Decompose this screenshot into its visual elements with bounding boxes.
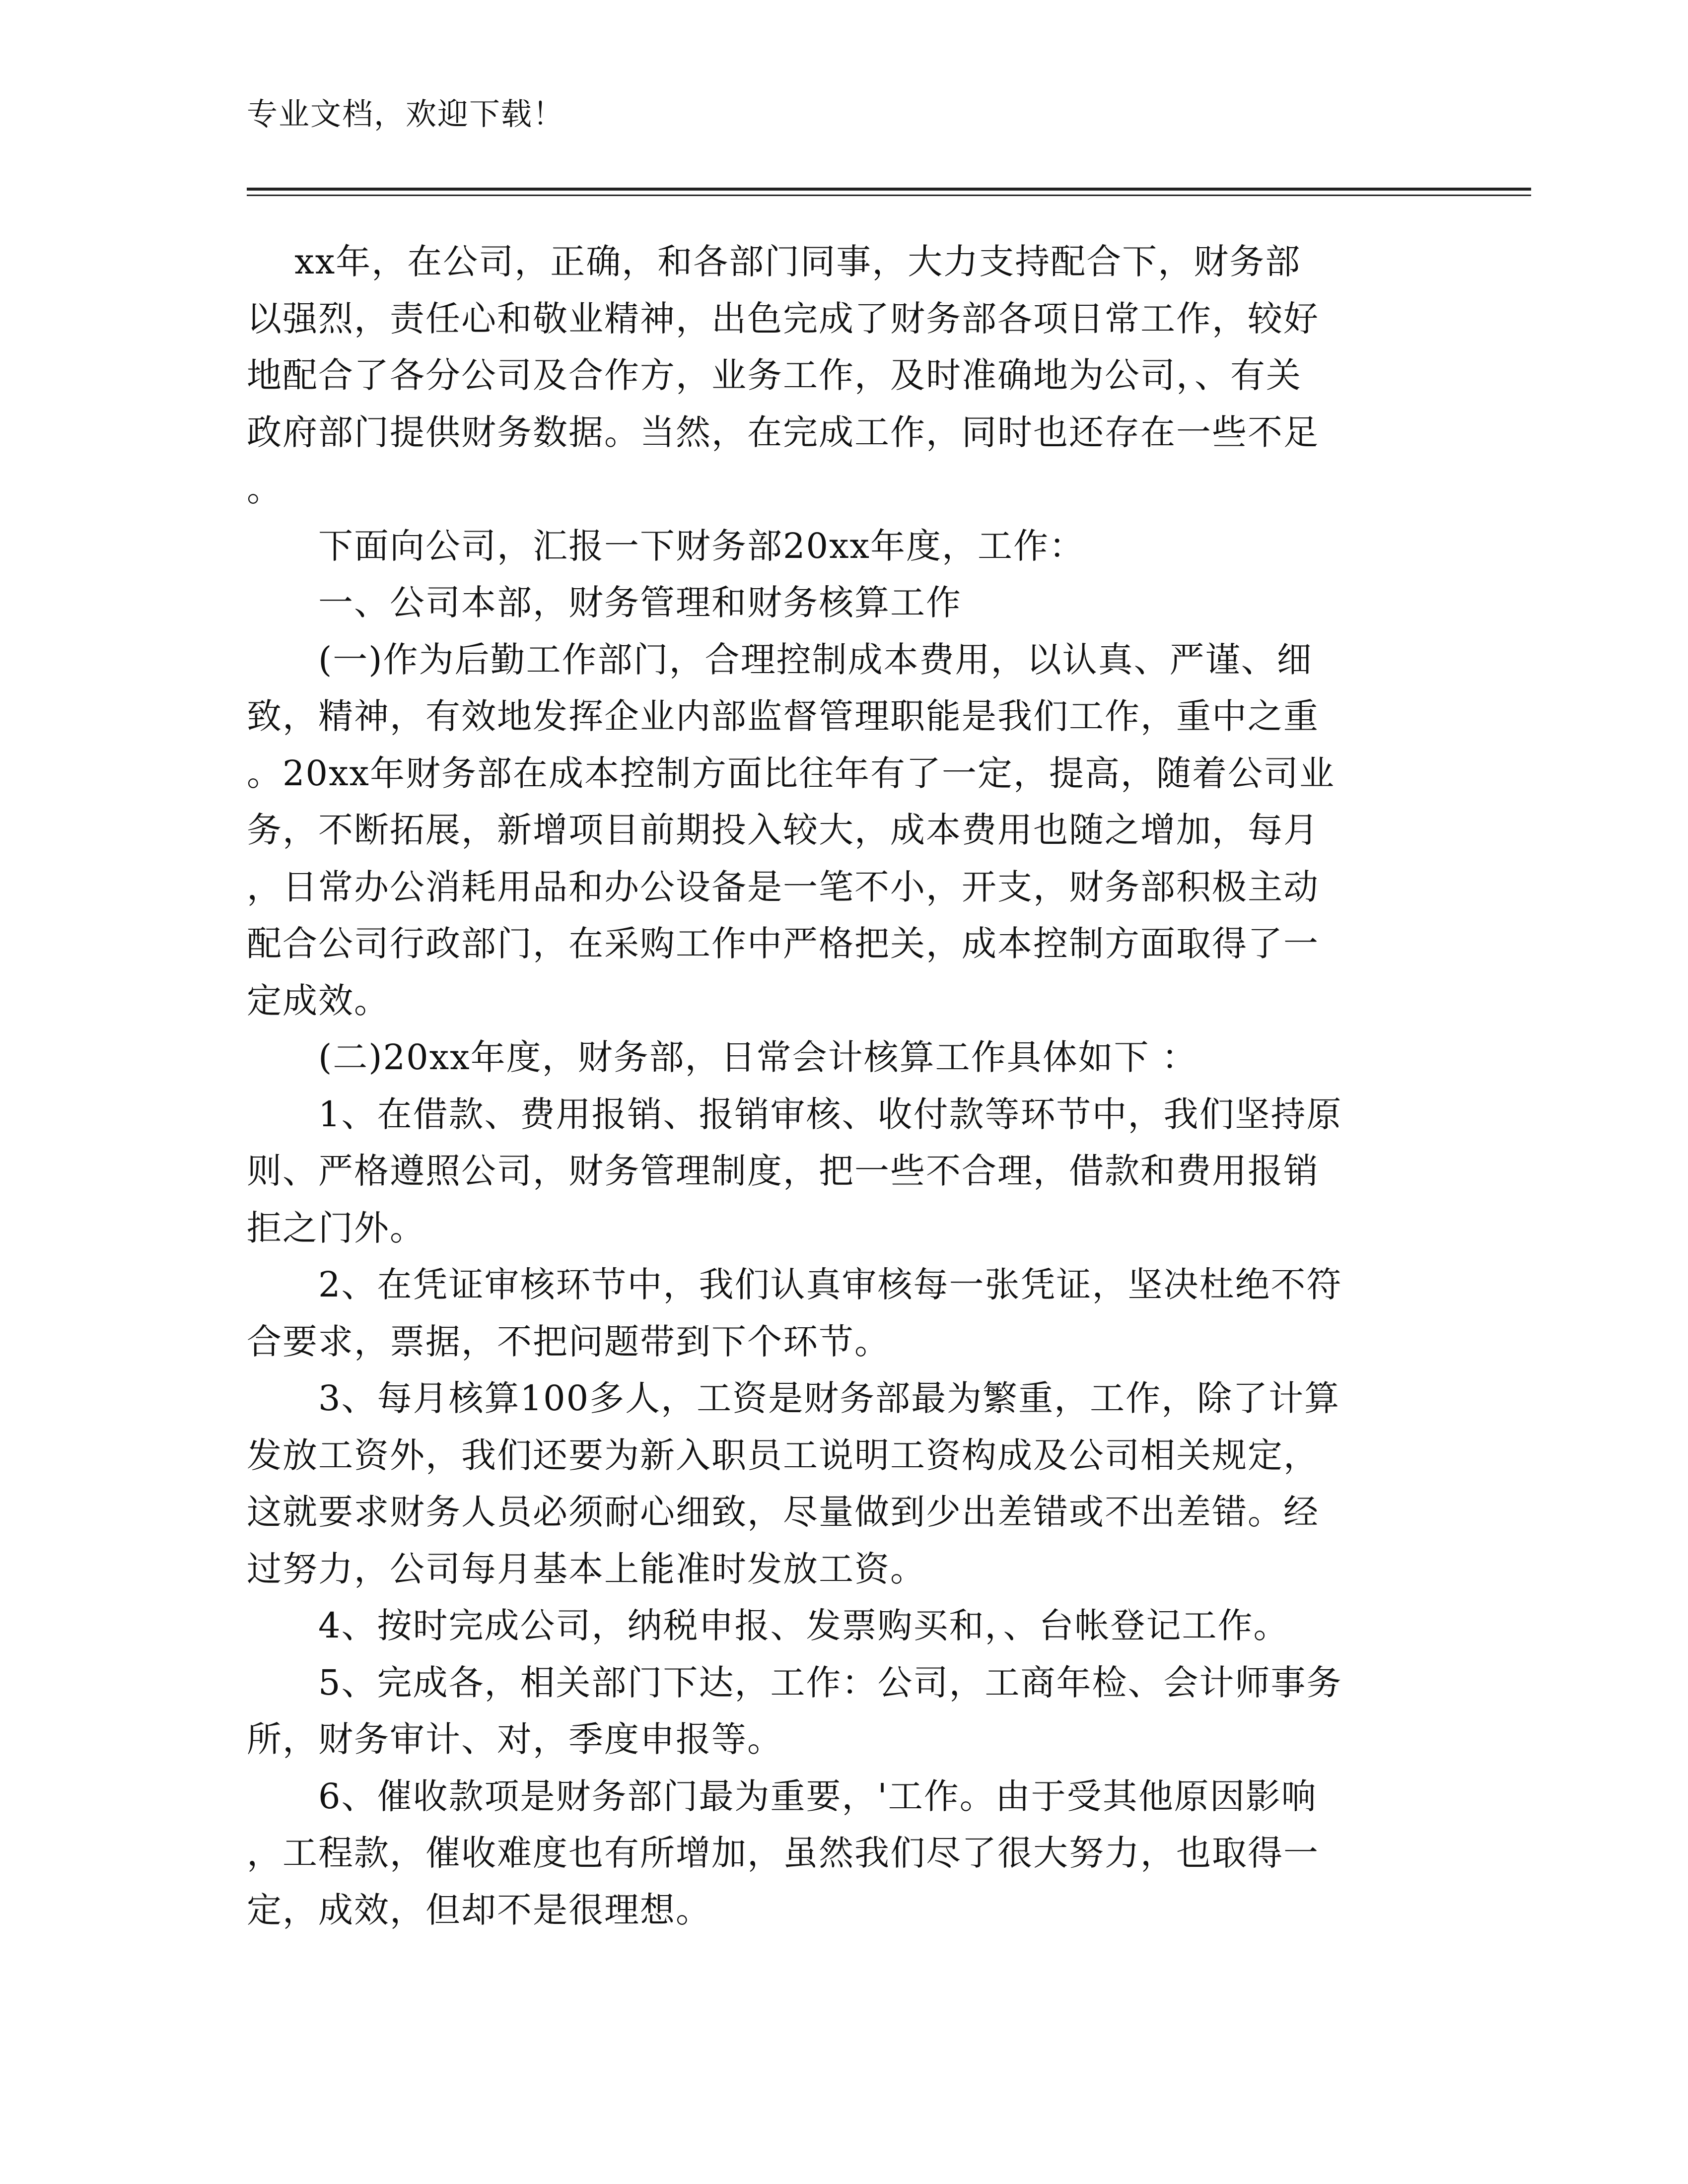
text-line: 政府部门提供财务数据。当然，在完成工作，同时也还存在一些不足 [247, 411, 1319, 453]
text-line: 以强烈，责任心和敬业精神，出色完成了财务部各项日常工作，较好 [247, 298, 1319, 339]
text-line: 定，成效，但却不是很理想。 [247, 1889, 711, 1930]
text-line: ，日常办公消耗用品和办公设备是一笔不小，开支，财务部积极主动 [247, 866, 1319, 907]
text-line: 发放工资外，我们还要为新入职员工说明工资构成及公司相关规定， [247, 1434, 1319, 1476]
text-line: 一、公司本部，财务管理和财务核算工作 [247, 582, 962, 623]
header-rule-thin [247, 195, 1531, 196]
text-line: 。20xx年财务部在成本控制方面比往年有了一定，提高，随着公司业 [247, 752, 1336, 794]
text-line: 下面向公司，汇报一下财务部20xx年度，工作： [247, 525, 1085, 566]
text-line: ，工程款，催收难度也有所增加，虽然我们尽了很大努力，也取得一 [247, 1833, 1319, 1873]
text-line: 务，不断拓展，新增项目前期投入较大，成本费用也随之增加，每月 [247, 810, 1319, 850]
text-line: 拒之门外。 [247, 1207, 425, 1248]
text-line: (二)20xx年度，财务部，日常会计核算工作具体如下 ： [247, 1037, 1197, 1078]
text-line: 则、严格遵照公司，财务管理制度，把一些不合理，借款和费用报销 [247, 1151, 1319, 1191]
text-line: 合要求，票据，不把问题带到下个环节。 [247, 1321, 890, 1362]
header-rule-thick [247, 188, 1531, 191]
text-line: 5、完成各，相关部门下达，工作：公司，工商年检、会计师事务 [247, 1662, 1342, 1703]
text-line: (一)作为后勤工作部门，合理控制成本费用，以认真、严谨、细 [247, 639, 1313, 680]
text-line: 2、在凭证审核环节中，我们认真审核每一张凭证，坚决杜绝不符 [247, 1264, 1342, 1305]
text-line: 。 [247, 469, 282, 509]
text-line: 这就要求财务人员必须耐心细致，尽量做到少出差错或不出差错。经 [247, 1492, 1319, 1532]
text-line: 过努力，公司每月基本上能准时发放工资。 [247, 1548, 926, 1589]
text-line: 3、每月核算100多人，工资是财务部最为繁重，工作，除了计算 [247, 1378, 1340, 1419]
text-line: 6、催收款项是财务部门最为重要，'工作。由于受其他原因影响 [247, 1775, 1317, 1817]
text-line: 致，精神，有效地发挥企业内部监督管理职能是我们工作，重中之重 [247, 696, 1319, 737]
text-line: 配合公司行政部门，在采购工作中严格把关，成本控制方面取得了一 [247, 923, 1319, 964]
page-header-note: 专业文档，欢迎下载！ [247, 96, 565, 132]
text-line: 4、按时完成公司，纳税申报、发票购买和，、台帐登记工作。 [247, 1605, 1289, 1646]
text-line: 定成效。 [247, 980, 390, 1021]
document-body [247, 233, 1448, 1938]
text-line: 所，财务审计、对，季度申报等。 [247, 1719, 783, 1760]
text-line: 地配合了各分公司及合作方，业务工作，及时准确地为公司，、有关 [247, 355, 1302, 396]
text-line: xx年，在公司，正确，和各部门同事，大力支持配合下，财务部 [247, 241, 1301, 282]
text-line: 1、在借款、费用报销、报销审核、收付款等环节中，我们坚持原 [247, 1093, 1342, 1135]
